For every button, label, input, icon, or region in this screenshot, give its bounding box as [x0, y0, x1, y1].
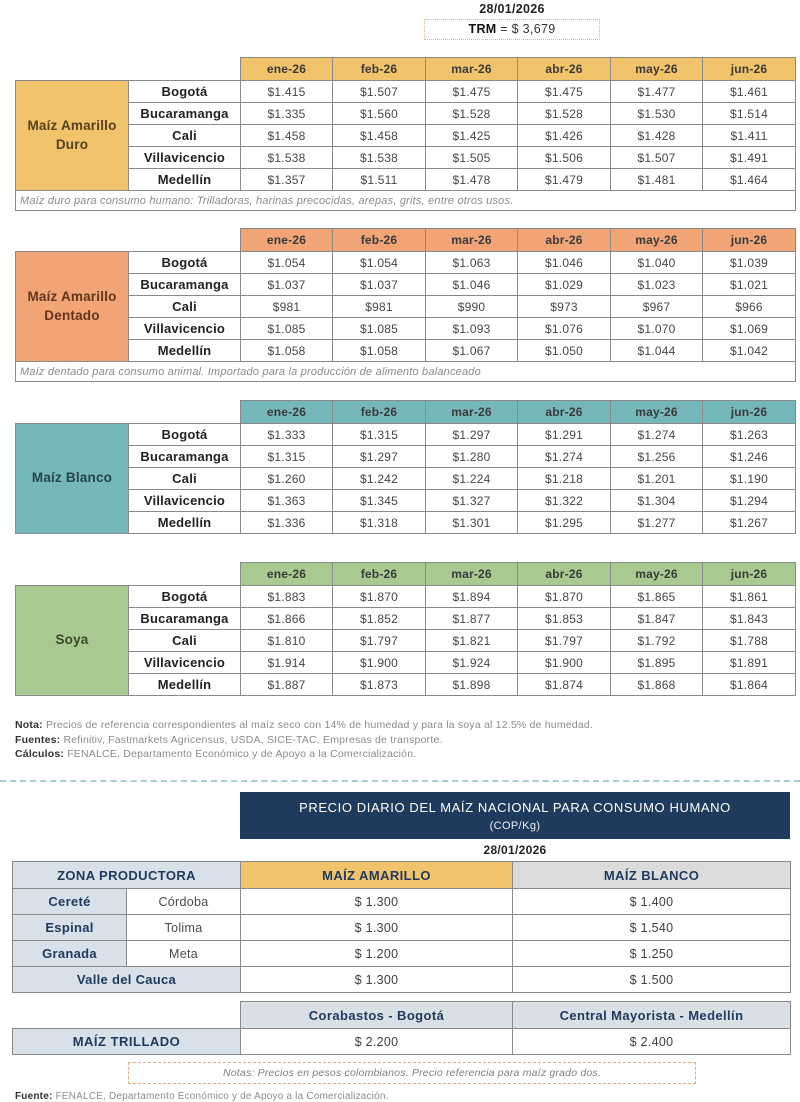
- price-cell: $1.280: [426, 446, 518, 468]
- price-cell: $1.058: [333, 340, 426, 362]
- price-cell: $1.478: [426, 169, 518, 191]
- price-cell: $1.426: [518, 125, 611, 147]
- price-cell: $1.464: [703, 169, 796, 191]
- table-row: [16, 630, 796, 652]
- price-cell: $ 1.540: [513, 915, 791, 941]
- month-header: may-26: [611, 229, 703, 252]
- price-cell: $1.528: [518, 103, 611, 125]
- monthly-price-table: [15, 400, 796, 534]
- price-cell: $1.345: [333, 490, 426, 512]
- table-corner-spacer: [13, 1002, 241, 1029]
- table-row: [16, 318, 796, 340]
- price-cell: $ 1.250: [513, 941, 791, 967]
- price-cell: $1.491: [703, 147, 796, 169]
- month-header: ene-26: [241, 401, 333, 424]
- table-corner-spacer: [16, 563, 241, 586]
- price-cell: $1.511: [333, 169, 426, 191]
- price-cell: $1.295: [518, 512, 611, 534]
- price-cell: $1.538: [241, 147, 333, 169]
- column-header-zona-productora: ZONA PRODUCTORA: [13, 862, 241, 889]
- price-cell: $1.883: [241, 586, 333, 608]
- price-cell: $1.560: [333, 103, 426, 125]
- price-cell: $ 2.400: [513, 1029, 791, 1055]
- price-cell: $1.054: [241, 252, 333, 274]
- price-cell: $1.530: [611, 103, 703, 125]
- table-row: [16, 424, 796, 446]
- price-cell: $1.411: [703, 125, 796, 147]
- trm-box: [424, 19, 600, 40]
- table-row: [16, 674, 796, 696]
- price-cell: $1.315: [333, 424, 426, 446]
- note-line: [15, 747, 800, 762]
- price-cell: $1.277: [611, 512, 703, 534]
- price-cell: $1.788: [703, 630, 796, 652]
- month-header: jun-26: [703, 401, 796, 424]
- price-cell: $1.201: [611, 468, 703, 490]
- table-row: [16, 652, 796, 674]
- price-cell: $1.218: [518, 468, 611, 490]
- price-cell: $1.914: [241, 652, 333, 674]
- price-cell: $1.042: [703, 340, 796, 362]
- price-cell: $1.046: [518, 252, 611, 274]
- top-header: [424, 2, 600, 40]
- price-cell: $1.039: [703, 252, 796, 274]
- price-cell: $1.050: [518, 340, 611, 362]
- department-cell: Córdoba: [127, 889, 241, 915]
- price-cell: $1.054: [333, 252, 426, 274]
- price-cell: $1.821: [426, 630, 518, 652]
- price-cell: $1.415: [241, 81, 333, 103]
- table-row: [16, 125, 796, 147]
- price-cell: $1.900: [333, 652, 426, 674]
- price-cell: $1.514: [703, 103, 796, 125]
- price-cell: $ 1.300: [241, 967, 513, 993]
- price-cell: $1.322: [518, 490, 611, 512]
- table-header-row: [13, 862, 791, 889]
- price-cell: $ 2.200: [241, 1029, 513, 1055]
- price-cell: $1.810: [241, 630, 333, 652]
- city-cell: Bucaramanga: [129, 274, 241, 296]
- city-cell: Bucaramanga: [129, 103, 241, 125]
- fuente-label: Fuente:: [15, 1091, 53, 1102]
- price-cell: $1.505: [426, 147, 518, 169]
- national-section-header: [240, 792, 790, 839]
- price-cell: $973: [518, 296, 611, 318]
- table-footnote: Maíz dentado para consumo animal. Importado para la producción de alimento balanceado: [16, 362, 796, 382]
- price-cell: $1.267: [703, 512, 796, 534]
- price-cell: $1.023: [611, 274, 703, 296]
- price-cell: $1.894: [426, 586, 518, 608]
- price-cell: $1.318: [333, 512, 426, 534]
- note-text: Precios de referencia correspondientes al maíz seco con 14% de humedad y para la soya al 12.5% de humedad.: [45, 719, 594, 731]
- month-header: mar-26: [426, 229, 518, 252]
- month-header-row: [16, 563, 796, 586]
- price-table-maiz-amarillo-dentado: [15, 228, 800, 382]
- month-header: jun-26: [703, 229, 796, 252]
- table-row: [13, 1029, 791, 1055]
- report-date: 28/01/2026: [479, 2, 545, 16]
- city-cell: Bogotá: [129, 586, 241, 608]
- note-text: FENALCE, Departamento Económico y de Apoyo a la Comercialización.: [67, 748, 417, 761]
- note-line: [15, 718, 800, 733]
- price-cell: $1.475: [426, 81, 518, 103]
- price-table-maiz-blanco: [15, 400, 800, 534]
- table-row: [16, 169, 796, 191]
- month-header: abr-26: [518, 58, 611, 81]
- department-cell: Tolima: [127, 915, 241, 941]
- price-cell: $1.853: [518, 608, 611, 630]
- table-row: [13, 915, 791, 941]
- price-cell: $1.507: [611, 147, 703, 169]
- price-cell: $1.058: [241, 340, 333, 362]
- price-cell: $1.263: [703, 424, 796, 446]
- price-cell: $1.877: [426, 608, 518, 630]
- department-cell: Meta: [127, 941, 241, 967]
- price-cell: $1.046: [426, 274, 518, 296]
- fuente-text: FENALCE, Departamento Económico y de Apoyo a la Comercialización.: [55, 1091, 389, 1102]
- month-header: abr-26: [518, 229, 611, 252]
- footnote-row: [16, 362, 796, 382]
- month-header: feb-26: [333, 401, 426, 424]
- price-cell: $1.327: [426, 490, 518, 512]
- fuente-line: [15, 1091, 800, 1102]
- price-cell: $1.070: [611, 318, 703, 340]
- city-cell: Bogotá: [129, 424, 241, 446]
- table-corner-spacer: [16, 401, 241, 424]
- price-cell: $1.425: [426, 125, 518, 147]
- city-cell: Villavicencio: [129, 652, 241, 674]
- price-cell: $1.900: [518, 652, 611, 674]
- price-cell: $1.461: [703, 81, 796, 103]
- city-cell: Bogotá: [129, 81, 241, 103]
- month-header: mar-26: [426, 58, 518, 81]
- city-cell: Bucaramanga: [129, 446, 241, 468]
- table-row: [16, 81, 796, 103]
- price-cell: $1.866: [241, 608, 333, 630]
- month-header: mar-26: [426, 563, 518, 586]
- city-cell: Bogotá: [129, 252, 241, 274]
- price-cell: $1.224: [426, 468, 518, 490]
- month-header: feb-26: [333, 563, 426, 586]
- price-cell: $1.190: [703, 468, 796, 490]
- price-cell: $1.069: [703, 318, 796, 340]
- price-cell: $1.274: [518, 446, 611, 468]
- table-row: [16, 147, 796, 169]
- month-header: feb-26: [333, 229, 426, 252]
- price-cell: $1.887: [241, 674, 333, 696]
- price-cell: $1.037: [241, 274, 333, 296]
- price-cell: $1.256: [611, 446, 703, 468]
- city-cell: Medellín: [129, 674, 241, 696]
- price-cell: $981: [241, 296, 333, 318]
- price-cell: $1.891: [703, 652, 796, 674]
- table-corner-spacer: [16, 58, 241, 81]
- commodity-label: Maíz Blanco: [16, 424, 129, 534]
- price-cell: $1.797: [518, 630, 611, 652]
- price-cell: $ 1.300: [241, 889, 513, 915]
- note-text: Refinitiv, Fastmarkets Agricensus, USDA, SICE-TAC, Empresas de transporte.: [63, 733, 443, 746]
- table-row: [16, 340, 796, 362]
- price-cell: $1.260: [241, 468, 333, 490]
- table-row: [16, 103, 796, 125]
- trm-label: TRM: [468, 22, 497, 36]
- month-header: ene-26: [241, 229, 333, 252]
- table-corner-spacer: [16, 229, 241, 252]
- city-cell: Cali: [129, 296, 241, 318]
- price-cell: $1.301: [426, 512, 518, 534]
- city-cell: Villavicencio: [129, 147, 241, 169]
- note-label: Cálculos:: [15, 748, 65, 761]
- table-row: [16, 512, 796, 534]
- table-footnote: Maíz duro para consumo humano: Trilladoras, harinas precocidas, arepas, grits, entre otros usos.: [16, 191, 796, 211]
- price-cell: $1.428: [611, 125, 703, 147]
- price-cell: $1.506: [518, 147, 611, 169]
- price-cell: $1.297: [426, 424, 518, 446]
- city-cell: Cali: [129, 125, 241, 147]
- price-cell: $1.274: [611, 424, 703, 446]
- price-cell: $1.864: [703, 674, 796, 696]
- city-cell: Medellín: [129, 512, 241, 534]
- month-header-row: [16, 58, 796, 81]
- zone-cell: Valle del Cauca: [13, 967, 241, 993]
- zone-cell: Cereté: [13, 889, 127, 915]
- column-header-corabastos-bogota: Corabastos - Bogotá: [241, 1002, 513, 1029]
- price-cell: $1.861: [703, 586, 796, 608]
- national-title: PRECIO DIARIO DEL MAÍZ NACIONAL PARA CONSUMO HUMANO: [299, 800, 731, 816]
- price-cell: $1.333: [241, 424, 333, 446]
- price-cell: $1.037: [333, 274, 426, 296]
- price-cell: $1.528: [426, 103, 518, 125]
- commodity-label: Maíz Amarillo Duro: [16, 81, 129, 191]
- price-cell: $1.294: [703, 490, 796, 512]
- price-cell: $1.336: [241, 512, 333, 534]
- price-cell: $ 1.200: [241, 941, 513, 967]
- price-cell: $1.063: [426, 252, 518, 274]
- price-cell: $1.291: [518, 424, 611, 446]
- column-header-maiz-blanco: MAÍZ BLANCO: [513, 862, 791, 889]
- table-row: [13, 941, 791, 967]
- city-cell: Bucaramanga: [129, 608, 241, 630]
- notes-block: [15, 718, 800, 762]
- price-cell: $1.481: [611, 169, 703, 191]
- price-cell: $990: [426, 296, 518, 318]
- price-cell: $1.357: [241, 169, 333, 191]
- price-cell: $1.458: [241, 125, 333, 147]
- price-cell: $1.085: [333, 318, 426, 340]
- commodity-label: Maíz Amarillo Dentado: [16, 252, 129, 362]
- price-cell: $1.852: [333, 608, 426, 630]
- month-header-row: [16, 401, 796, 424]
- month-header-row: [16, 229, 796, 252]
- price-cell: $1.085: [241, 318, 333, 340]
- price-table-maiz-amarillo-duro: [15, 57, 800, 211]
- national-subtitle: (COP/Kg): [489, 820, 541, 833]
- price-cell: $1.924: [426, 652, 518, 674]
- note-line: [15, 733, 800, 748]
- price-cell: $1.507: [333, 81, 426, 103]
- price-cell: $1.315: [241, 446, 333, 468]
- table-row: [16, 252, 796, 274]
- price-cell: $1.847: [611, 608, 703, 630]
- commodity-label: Soya: [16, 586, 129, 696]
- city-cell: Cali: [129, 468, 241, 490]
- price-cell: $1.792: [611, 630, 703, 652]
- month-header: may-26: [611, 563, 703, 586]
- price-cell: $967: [611, 296, 703, 318]
- month-header: may-26: [611, 58, 703, 81]
- price-cell: $966: [703, 296, 796, 318]
- column-header-maiz-amarillo: MAÍZ AMARILLO: [241, 862, 513, 889]
- monthly-price-table: [15, 57, 796, 211]
- city-cell: Medellín: [129, 340, 241, 362]
- table-header-row: [13, 1002, 791, 1029]
- monthly-price-table: [15, 562, 796, 696]
- price-cell: $1.475: [518, 81, 611, 103]
- price-cell: $1.040: [611, 252, 703, 274]
- price-cell: $1.304: [611, 490, 703, 512]
- price-cell: $1.458: [333, 125, 426, 147]
- national-note-box: Notas: Precios en pesos colombianos. Precio referencia para maíz grado dos.: [128, 1062, 696, 1084]
- month-header: jun-26: [703, 58, 796, 81]
- city-cell: Villavicencio: [129, 318, 241, 340]
- month-header: feb-26: [333, 58, 426, 81]
- price-bulletin-page: [0, 2, 800, 1102]
- national-date: 28/01/2026: [483, 843, 547, 858]
- price-cell: $1.479: [518, 169, 611, 191]
- month-header: abr-26: [518, 401, 611, 424]
- price-cell: $1.242: [333, 468, 426, 490]
- price-cell: $1.076: [518, 318, 611, 340]
- price-cell: $1.538: [333, 147, 426, 169]
- price-cell: $1.363: [241, 490, 333, 512]
- price-cell: $1.297: [333, 446, 426, 468]
- price-cell: $1.021: [703, 274, 796, 296]
- table-row: [16, 446, 796, 468]
- maiz-trillado-label: MAÍZ TRILLADO: [13, 1029, 241, 1055]
- city-cell: Medellín: [129, 169, 241, 191]
- maiz-trillado-table: [12, 1001, 791, 1055]
- price-cell: $1.335: [241, 103, 333, 125]
- price-cell: $ 1.500: [513, 967, 791, 993]
- table-row: [16, 608, 796, 630]
- city-cell: Villavicencio: [129, 490, 241, 512]
- price-cell: $1.870: [518, 586, 611, 608]
- zone-cell: Granada: [13, 941, 127, 967]
- table-row: [13, 889, 791, 915]
- price-cell: $ 1.400: [513, 889, 791, 915]
- price-cell: $1.246: [703, 446, 796, 468]
- table-row: [13, 967, 791, 993]
- monthly-price-table: [15, 228, 796, 382]
- price-cell: $1.477: [611, 81, 703, 103]
- table-row: [16, 296, 796, 318]
- price-cell: $1.044: [611, 340, 703, 362]
- zone-cell: Espinal: [13, 915, 127, 941]
- price-cell: $1.843: [703, 608, 796, 630]
- month-header: ene-26: [241, 563, 333, 586]
- price-cell: $1.868: [611, 674, 703, 696]
- national-price-table: [12, 861, 791, 993]
- city-cell: Cali: [129, 630, 241, 652]
- note-label: Nota:: [15, 719, 43, 731]
- month-header: mar-26: [426, 401, 518, 424]
- price-table-soya: [15, 562, 800, 696]
- price-cell: $1.873: [333, 674, 426, 696]
- trm-value: = $ 3,679: [500, 22, 556, 36]
- price-cell: $1.865: [611, 586, 703, 608]
- price-cell: $1.870: [333, 586, 426, 608]
- table-row: [16, 586, 796, 608]
- price-cell: $1.898: [426, 674, 518, 696]
- section-divider: [0, 780, 800, 782]
- table-row: [16, 468, 796, 490]
- price-cell: $1.067: [426, 340, 518, 362]
- note-label: Fuentes:: [15, 733, 61, 746]
- price-cell: $1.895: [611, 652, 703, 674]
- table-row: [16, 490, 796, 512]
- price-cell: $1.029: [518, 274, 611, 296]
- table-row: [16, 274, 796, 296]
- column-header-central-mayorista-medellin: Central Mayorista - Medellín: [513, 1002, 791, 1029]
- month-header: may-26: [611, 401, 703, 424]
- price-cell: $1.874: [518, 674, 611, 696]
- price-cell: $1.093: [426, 318, 518, 340]
- footnote-row: [16, 191, 796, 211]
- month-header: abr-26: [518, 563, 611, 586]
- month-header: ene-26: [241, 58, 333, 81]
- month-header: jun-26: [703, 563, 796, 586]
- price-cell: $1.797: [333, 630, 426, 652]
- price-cell: $ 1.300: [241, 915, 513, 941]
- price-cell: $981: [333, 296, 426, 318]
